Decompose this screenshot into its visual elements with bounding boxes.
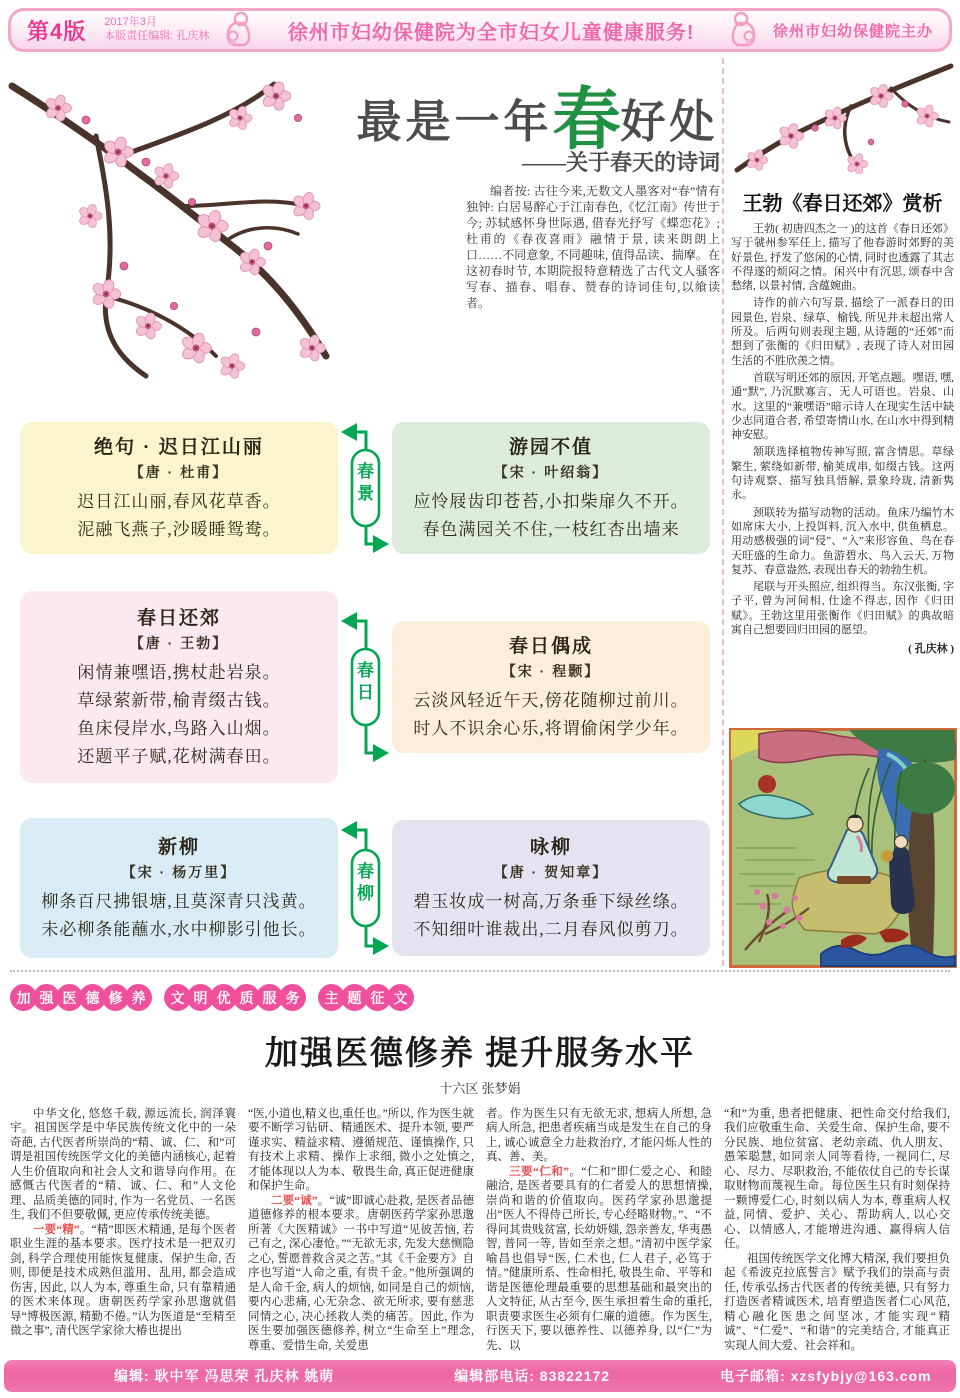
peach-blossom-photo	[6, 56, 364, 411]
masthead	[8, 8, 952, 52]
poem-box	[20, 591, 338, 783]
svg-text:春: 春	[357, 862, 374, 881]
essay-column	[10, 1107, 236, 1353]
topic-pill	[10, 984, 148, 1011]
essay-paragraph: 二要“诚”。“诚”即诚心赴救, 是医者品德道德修养的根本要求。唐朝医药学家孙思邈所著《大医精诚》一书中写道“见彼苦恼, 若己有之, 深心凄怆。”“无欲无求, 先发大慈恻隐之心, 誓愿普救含灵之苦。”其《千金要方》自序也写道“人命之重, 有贵千金。”他所强调的是人命千金, 病人的烦恼, 如同是自己的烦恼, 要内心悲痛, 心无杂念、欲无所求, 要有慈悲同情之心, 决心拯救人类的痛苦。因此, 作为医生要加强医德修养, 树立“生命至上”理念, 尊重、爱惜生命, 关爱患	[248, 1194, 474, 1352]
poem-lines	[32, 659, 326, 771]
review-title: 王勃《春日还郊》赏析	[742, 193, 943, 215]
review-paragraph: 颔联选择植物传神写照, 富含情思。草绿繁生, 萦绕如新带, 榆荚成串, 如缀古钱。这两句诗观察、描写独具悟解, 景象玲珑, 清新隽永。	[731, 446, 954, 502]
footer-bar	[4, 1360, 956, 1392]
essay-column	[486, 1107, 712, 1353]
pill-char: 文	[387, 984, 414, 1011]
paragraph-lead: 一要“精”	[33, 1223, 80, 1236]
pill-char: 修	[102, 984, 129, 1011]
feature-title-post: 好处	[620, 97, 719, 147]
footer-phone: 编辑部电话: 83822172	[454, 1368, 611, 1384]
pill-char: 务	[279, 984, 306, 1011]
pill-char: 服	[256, 984, 283, 1011]
poem-line: 未必柳条能蘸水,水中柳影引他长。	[41, 920, 317, 939]
poem-box	[392, 621, 710, 753]
review-signature: ( 孔庆林 )	[908, 643, 954, 656]
mother-baby-icon	[725, 9, 761, 52]
poem-author: 【唐 · 王勃】	[129, 634, 229, 651]
connector-arrows	[339, 607, 391, 767]
section-divider	[10, 970, 950, 972]
pill-char: 题	[341, 984, 368, 1011]
editor-note	[466, 184, 720, 312]
poem-title: 春日还郊	[136, 607, 221, 629]
poem-line: 闲情兼嘿语,携杖赴岩泉。	[77, 662, 281, 682]
column-divider	[722, 58, 724, 966]
issue-date: 2017年3月	[104, 16, 157, 29]
poem-lines	[404, 488, 698, 544]
poem-lines	[404, 687, 698, 743]
poem-grid	[20, 418, 710, 960]
poem-line: 云淡风轻近午天,傍花随柳过前川。	[413, 690, 689, 710]
poem-box	[20, 422, 338, 554]
poem-lines	[32, 488, 326, 544]
pill-char: 加	[10, 984, 37, 1011]
review-paragraph: 王勃( 初唐四杰之一 )的这首《春日还郊》写于虢州参军任上, 描写了他春游时郊野的美好景色, 抒发了悠闲的心情, 同时也透露了其志不得遂的烦闷之情。闲兴中有沉思, 颂春中含愁绪, 以景衬情, 含蕴婉曲。	[731, 223, 954, 293]
connector-arrows	[339, 816, 391, 960]
essay-paragraph: “和”为重, 患者把健康、把性命交付给我们, 我们应敬重生命、关爱生命、保护生命, 要不分民族、地位贫富、老幼亲疏、仇人朋友、愚笨聪慧, 如同亲人同等看待, 一视同仁, 尽心、尽力、尽职救治, 不能依仗自己的专长谋取财物而蔑视生命。每位医生只有时刻保持一颗博爱仁心, 时刻以病人为本, 尊重病人权益, 同情、爱护、关心、帮助病人, 以心交心、以情感人, 才能增进沟通、赢得病人信任。	[724, 1108, 950, 1251]
season-tag-connector	[338, 607, 392, 767]
poem-title: 春日偶成	[508, 635, 593, 657]
svg-text:春: 春	[357, 661, 374, 680]
publisher-label: 徐州市妇幼保健院主办	[772, 22, 933, 40]
essay-columns	[10, 1107, 950, 1353]
classical-painting	[729, 728, 957, 973]
peach-blossom-photo-small	[731, 56, 954, 174]
poem-title: 咏柳	[529, 836, 572, 858]
masthead-info	[104, 16, 209, 44]
svg-text:日: 日	[357, 683, 374, 702]
poem-title: 新柳	[157, 836, 200, 858]
essay-paragraph: 中华文化, 悠悠千载, 源远流长, 润泽寰宇。祖国医学是中华民族传统文化中的一朵奇葩, 古代医者所崇尚的“精、诚、仁、和”可谓是祖国传统医学文化的美德内涵核心, 起着人生价值取向和社会人文和谐导向作用。在感慨古代医者的“精、诚、仁、和”人文伦理、品质美德的同时, 作为一名党员、一名医生, 我们不但要敬佩, 更应传承传统美德。	[10, 1108, 236, 1222]
poem-line: 不知细叶谁裁出,二月春风似剪刀。	[413, 920, 689, 939]
poem-line: 应怜屐齿印苍苔,小扣柴扉久不开。	[413, 491, 689, 511]
feature-title-pre: 最是一年	[356, 97, 553, 147]
essay-paragraph: 三要“仁和”。“仁和”即仁爱之心、和睦融洽, 是医者要具有的仁者爱人的思想情操, 崇尚和谐的价值取向。医药学家孙思邈提出“医人不得侍己所长, 专心经略财物。”、“不得问其贵贱贫富, 长幼妍媸, 怨亲善友, 华夷愚智, 普同一等, 皆如至亲之想。”清初中医学家喻昌也倡导“医, 仁术也, 仁人君子, 必笃于情。”健康所系、性命相托, 敬畏生命、平等和谐是医德伦理最重要的思想基础和最突出的人文特征, 从古至今, 医生承担着生命的重托, 职责要求医生必须有仁廉的道德。作为医生, 行医天下, 要以德养性、以德养身, 以“仁”为先、以	[486, 1165, 713, 1352]
paragraph-lead: 三要“仁和”	[509, 1165, 569, 1178]
poem-lines	[404, 888, 698, 944]
poem-author: 【宋 · 程颢】	[501, 662, 601, 679]
editor-note-text: 编者按: 古往今来,无数文人墨客对“春”情有独钟: 白居易醉心于江南春色,《忆江南》传世于今; 苏轼感怀身世际遇, 借春光抒写《蝶恋花》; 杜甫的《春夜喜雨》融情于景, 读来朗朗上口……不同意象, 不同趣味, 值得品读、揣摩。在这初春时节, 本期院报特意精选了古代文人骚客写春、描春、唱春、赞春的诗词佳句,以飨读者。	[466, 184, 720, 310]
review-paragraph: 首联写明还郊的原因, 开笔点题。嘿语, 嘿, 通“默”, 乃沉默寡言、无人可语也。岩泉、山水。这里的“兼嘿语”暗示诗人在现实生活中缺少志同道合者, 希望寄情山水, 在山水中得到精神安慰。	[731, 371, 954, 442]
page-number-label: 第4版	[27, 18, 87, 44]
season-tag-connector	[338, 418, 392, 558]
pill-char: 质	[233, 984, 260, 1011]
review-column	[731, 56, 954, 656]
review-paragraph: 尾联与开头照应, 组织得当。东汉张衡, 字子平, 曾为河间相, 仕途不得志, 因作《归田赋》。王勃这里用张衡作《归田赋》的典故暗寓自己想要回归田园的愿望。	[731, 581, 954, 637]
poem-title: 游园不值	[508, 436, 593, 458]
hospital-slogan: 徐州市妇幼保健院为全市妇女儿童健康服务!	[287, 21, 695, 44]
poem-line: 碧玉妆成一树高,万条垂下绿丝绦。	[413, 891, 689, 911]
poem-line: 鱼床侵岸水,鸟路入山烟。	[77, 719, 281, 738]
page-editor-line: 本版责任编辑: 孔庆林	[104, 30, 210, 42]
poem-line: 草绿萦新带,榆青缀古钱。	[77, 690, 281, 710]
essay-section	[10, 984, 950, 1353]
poem-line: 还题平子赋,花树满春田。	[77, 747, 281, 767]
pill-char: 征	[364, 984, 391, 1011]
poem-line: 时人不识余心乐,将谓偷闲学少年。	[413, 719, 689, 738]
poem-row	[20, 816, 710, 960]
poem-author: 【宋 · 杨万里】	[121, 863, 237, 880]
pill-char: 优	[210, 984, 237, 1011]
feature-subtitle: ——关于春天的诗词	[521, 150, 720, 175]
poem-box	[392, 820, 710, 956]
poem-row	[20, 591, 710, 783]
essay-paragraph: 者。作为医生只有无欲无求, 想病人所想, 急病人所急, 把患者疾痛当成是发生在自己的身上, 诚心诚意全力赴救治疗, 才能闪烁人性的真、善、美。	[486, 1108, 712, 1164]
poem-author: 【唐 · 贺知章】	[493, 863, 609, 880]
footer-editors: 编辑: 耿中军 冯思荣 孔庆林 姚萌	[114, 1368, 335, 1384]
essay-paragraph: 一要“精”。“精”即医术精通, 是每个医者职业生涯的基本要求。医疗技术是一把双刃剑, 科学合理使用能恢复健康、保护生命, 否则, 即便是技术成熟但滥用、乱用, 都会造成伤害, 因此, 以人为本, 尊重生命, 只有靠精通的医术来体现。唐朝医药学家孙思邈就倡导“博极医源, 精勤不倦。”认为医道是“至精至微之事”, 清代医学家徐大椿也提出	[10, 1223, 236, 1338]
feature-title-accent-spring: 春	[552, 82, 621, 158]
poem-box	[20, 818, 338, 958]
topic-pill	[164, 984, 302, 1011]
svg-text:景: 景	[357, 484, 374, 503]
poem-line: 柳条百尺拂银塘,且莫深青只浅黄。	[41, 891, 317, 911]
pill-char: 强	[33, 984, 60, 1011]
mother-baby-icon	[221, 9, 257, 52]
pill-char: 德	[79, 984, 106, 1011]
poem-author: 【宋 · 叶绍翁】	[493, 463, 609, 480]
topic-pills	[10, 984, 950, 1011]
svg-text:柳: 柳	[357, 884, 374, 903]
essay-title: 加强医德修养 提升服务水平	[264, 1036, 696, 1072]
poem-lines	[32, 888, 326, 944]
poem-title: 绝句 · 迟日江山丽	[94, 436, 264, 458]
review-paragraph: 颈联转为描写动物的活动。鱼床乃编竹木如席床大小, 上投饵料, 沉入水中, 供鱼栖息。用动感极强的词“侵”、“入”来形容鱼、鸟在春天旺盛的生命力。鱼游碧水、鸟入云天, 万物复苏、春意盎然, 表现出春天的勃勃生机。	[731, 506, 954, 576]
footer-email: 电子邮箱: xzsfybjy@163.com	[720, 1368, 932, 1384]
poem-line: 春色满园关不住,一枝红杏出墙来	[422, 520, 680, 539]
connector-arrows	[339, 418, 391, 558]
review-paragraph: 诗作的前六句写景, 描绘了一派春日的田园景色, 岩泉、绿草、榆钱, 所见并未超出常人所及。后两句则表现主题, 从诗题的“还郊”而想到了张衡的《归田赋》, 表现了诗人对田园生活的不胜欣羡之情。	[731, 297, 954, 367]
poem-box	[392, 422, 710, 554]
poem-line: 泥融飞燕子,沙暖睡鸳鸯。	[77, 520, 281, 539]
essay-paragraph: 祖国传统医学文化博大精深, 我们要担负起《希波克拉底誓言》赋予我们的崇高与责任, 传承弘扬古代医者的传统美德, 只有努力打造医者精诚医术, 培育塑造医者仁心风范, 精心融化医患之间坚冰, 才能实现“精诚”、“仁爱”、“和谐”的完美结合, 才能真正实现人间大爱、社会祥和。	[724, 1252, 950, 1352]
paragraph-lead: 二要“诚”	[271, 1194, 318, 1207]
pill-char: 养	[125, 984, 152, 1011]
pill-char: 明	[187, 984, 214, 1011]
poem-author: 【唐 · 杜甫】	[129, 463, 229, 480]
svg-text:春: 春	[357, 462, 374, 481]
essay-byline: 十六区 张梦娟	[439, 1081, 521, 1096]
review-paragraphs	[731, 222, 954, 637]
pill-char: 主	[318, 984, 345, 1011]
poem-line: 迟日江山丽,春风花草香。	[77, 491, 281, 511]
season-tag-connector	[338, 816, 392, 960]
topic-pill	[318, 984, 410, 1011]
essay-column	[724, 1107, 950, 1353]
pill-char: 文	[164, 984, 191, 1011]
essay-column	[248, 1107, 474, 1353]
poem-row	[20, 418, 710, 558]
pill-char: 医	[56, 984, 83, 1011]
essay-paragraph: “医,小道也,精义也,重任也。”所以, 作为医生就要不断学习钻研、精通医术、提升本领, 要严谨求实、精益求精、遵循规范、谨慎操作, 只有技术上求精、操作上求细, 微小之处慎之, 才能体现以人为本、敬畏生命, 真正促进健康和保护生命。	[248, 1108, 474, 1193]
